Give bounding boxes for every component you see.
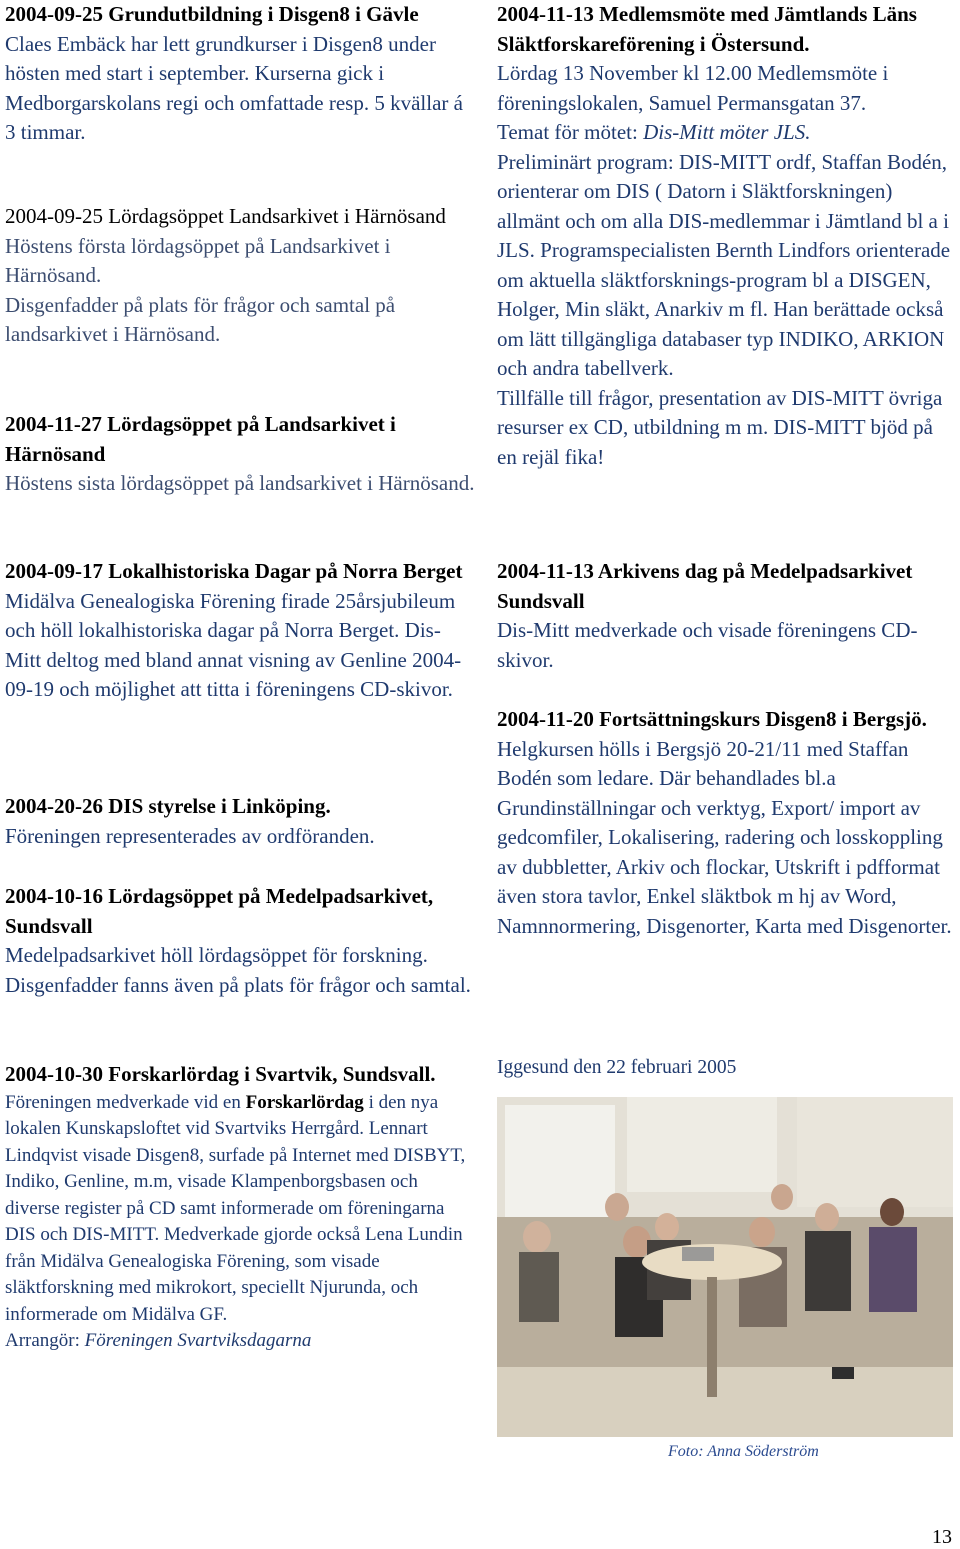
entry-body: Preliminärt program: DIS-MITT ordf, Staffan Bodén, orienterar om DIS ( Datorn i Släktforskningen) allmänt och om alla DIS-medlemmar i Jämtland bl a i JLS. Programspecialisten Bernth Lindfors orienterade om aktuella släktforsknings-program bl a DISGEN, Holger, Min släkt, Anarkiv m fl. Han berättade också om lätt tillgängliga databaser typ INDIKO, ARKION och andra tabellverk. <box>497 149 951 380</box>
entry-grundutbildning <box>5 0 475 148</box>
entry-body: Föreningen representerades av ordföranden. <box>5 823 375 848</box>
entry-body: Höstens första lördagsöppet på Landsarkivet i Härnösand. <box>5 233 391 287</box>
organizer-label: Arrangör: <box>5 1330 85 1351</box>
photo-caption: Foto: Anna Söderström <box>668 1443 819 1460</box>
organizer-line <box>5 1328 470 1355</box>
entry-fortsattningskurs <box>497 705 957 941</box>
organizer-name: Föreningen Svartviksdagarna <box>84 1330 312 1351</box>
entry-body: Lördag 13 November kl 12.00 Medlemsmöte i föreningslokalen, Samuel Permansgatan 37. <box>497 61 889 115</box>
entry-body: Helgkursen hölls i Bergsjö 20-21/11 med Staffan Bodén som ledare. Där behandlades bl.a Grundinställningar och verktyg, Export/ import av gedcomfiler, Lokalisering, radering och losskoppling av dubbletter, Arkiv och flockar, Utskrift i pdfformat även stora tavlor, Enkel släktbok m hj av Word, Namnnormering, Disgenorter, Karta med Disgenorter. <box>497 736 952 938</box>
entry-title: 2004-10-30 Forskarlördag i Svartvik, Sundsvall. <box>5 1062 436 1086</box>
entry-lordagsoppet-november <box>5 410 475 499</box>
entry-title: 2004-11-20 Fortsättningskurs Disgen8 i Bergsjö. <box>497 707 927 731</box>
entry-lordagsoppet-landsarkivet <box>5 202 475 350</box>
body-text: i den nya lokalen Kunskapsloftet vid Svartviks Herrgård. Lennart Lindqvist visade Disgen8, surfade på Internet med DISBYT, Indiko, Genline, m.m, visade Klampenborgsbasen och diverse register på CD samt informerade om föreningarna DIS och DIS-MITT. Medverkade gjorde också Lena Lundin från Midälva Genealogiska Förening, som visade släktforskning med mikrokort, speciellt Njurunda, och informerade om Midälva GF. <box>5 1091 466 1325</box>
body-text: Föreningen medverkade vid en <box>5 1091 246 1113</box>
entry-title: 2004-09-17 Lokalhistoriska Dagar på Norra Berget <box>5 559 463 583</box>
entry-body: Claes Embäck har lett grundkurser i Disgen8 under hösten med start i september. Kurserna gick i Medborgarskolans regi och omfattade resp. 5 kvällar á 3 timmar. <box>5 31 463 144</box>
theme-label: Temat för mötet: <box>497 120 644 144</box>
entry-title: 2004-20-26 DIS styrelse i Linköping. <box>5 794 331 818</box>
entry-body <box>5 1090 470 1329</box>
entry-title: 2004-09-25 Lördagsöppet Landsarkivet i Härnösand <box>5 204 446 228</box>
entry-medlemsmote <box>497 0 957 472</box>
entry-arkivens-dag <box>497 557 957 675</box>
page-number: 13 <box>932 1526 952 1548</box>
entry-title: 2004-11-13 Medlemsmöte med Jämtlands Läns Släktforskareförening i Östersund. <box>497 2 917 56</box>
entry-dis-styrelse <box>5 792 475 851</box>
meeting-photo <box>497 1097 953 1437</box>
entry-body: Höstens sista lördagsöppet på landsarkivet i Härnösand. <box>5 471 475 495</box>
theme-line <box>497 118 957 148</box>
entry-title: 2004-11-13 Arkivens dag på Medelpadsarkivet Sundsvall <box>497 559 913 613</box>
entry-body: Tillfälle till frågor, presentation av DIS-MITT övriga resurser ex CD, utbildning m m. DIS-MITT bjöd på en rejäl fika! <box>497 385 943 469</box>
entry-lokalhistoriska-dagar <box>5 557 475 705</box>
entry-body: Dis-Mitt medverkade och visade föreningens CD-skivor. <box>497 618 918 672</box>
entry-body: Disgenfadder på plats för frågor och samtal på landsarkivet i Härnösand. <box>5 292 396 346</box>
entry-title: 2004-11-27 Lördagsöppet på Landsarkivet i Härnösand <box>5 412 396 466</box>
meeting-photo-illustration <box>497 1097 953 1437</box>
entry-title: 2004-10-16 Lördagsöppet på Medelpadsarkivet, Sundsvall <box>5 884 434 938</box>
entry-title: 2004-09-25 Grundutbildning i Disgen8 i Gävle <box>5 2 419 26</box>
entry-forskarlordag <box>5 1060 470 1355</box>
entry-body: Medelpadsarkivet höll lördagsöppet för forskning. Disgenfadder fanns även på plats för frågor och samtal. <box>5 943 471 997</box>
body-bold-text: Forskarlördag <box>245 1091 364 1113</box>
entry-medelpadsarkivet <box>5 882 475 1000</box>
theme-text: Dis-Mitt möter JLS. <box>643 120 811 144</box>
entry-body: Midälva Genealogiska Förening firade 25årsjubileum och höll lokalhistoriska dagar på Norra Berget. Dis-Mitt deltog med bland annat visning av Genline 2004-09-19 och möjlighet att titta i föreningens CD-skivor. <box>5 588 462 701</box>
signoff-line: Iggesund den 22 februari 2005 <box>497 1057 737 1078</box>
